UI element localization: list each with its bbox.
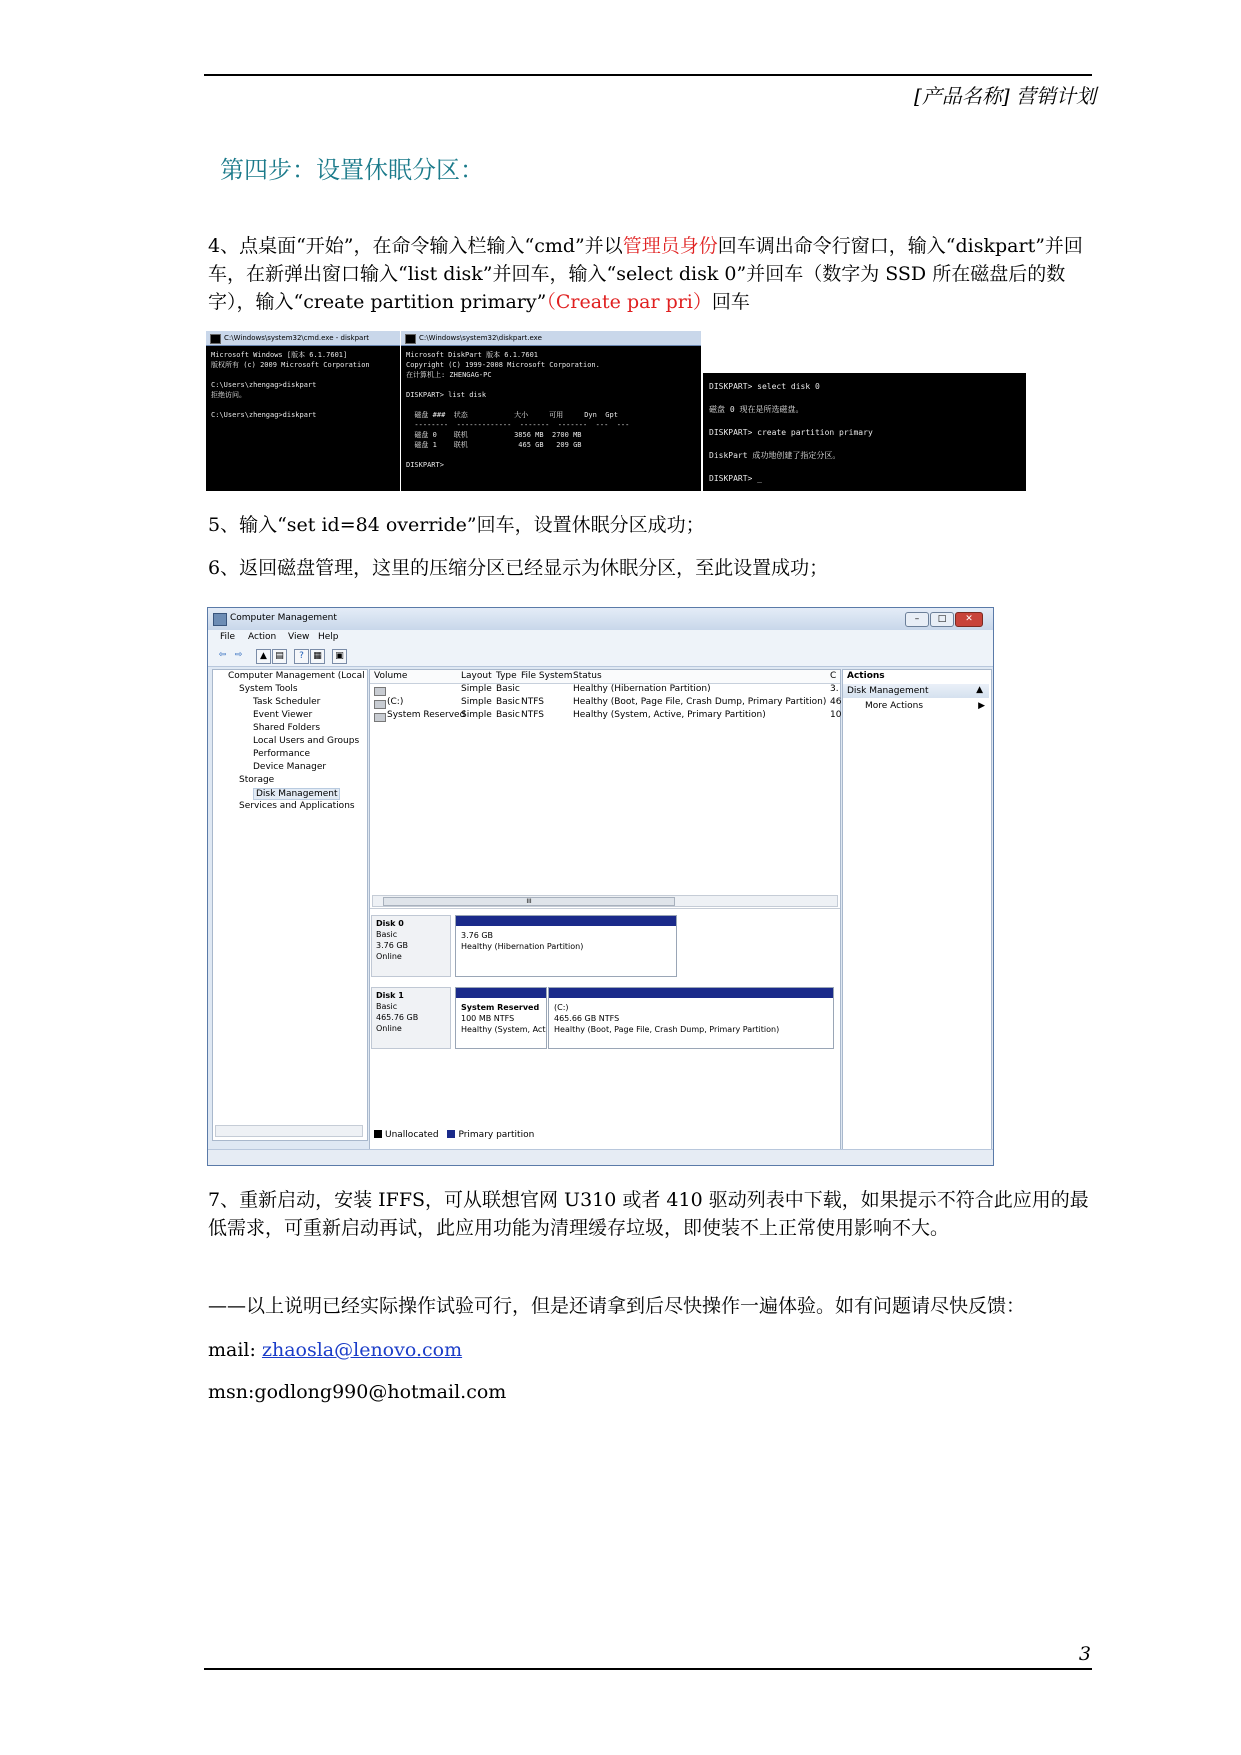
console-text: DISKPART> select disk 0 磁盘 0 现在是所选磁盘。 DISKPART> create partition primary DiskPart 成功地创建了指定分区。 DISKPART> _: [709, 382, 873, 483]
para4-text-2: 回车调出命令行窗口，输入“diskpart”并回车，在新弹出窗口输入“list disk”并回车，输入“select disk 0”并回车（数字为 SSD 所在磁盘后的数字），输入“create partition primary”: [208, 235, 1083, 313]
disk-graphic-area: [370, 908, 840, 1109]
cell-status: Healthy (Boot, Page File, Crash Dump, Primary Partition): [573, 697, 827, 707]
col-type[interactable]: Type: [496, 671, 517, 681]
disk0-label[interactable]: [371, 915, 451, 977]
col-layout[interactable]: Layout: [461, 671, 492, 681]
col-volume[interactable]: Volume: [374, 671, 408, 681]
actions-section-disk-management[interactable]: [843, 684, 989, 698]
disk1-state: Online: [376, 1024, 402, 1033]
mail-label: mail:: [208, 1339, 262, 1361]
more-actions-item[interactable]: [865, 701, 985, 711]
tree-item-services[interactable]: Services and Applications: [239, 801, 355, 811]
cell-capacity: 3.: [830, 684, 839, 694]
maximize-button[interactable]: □: [930, 612, 954, 627]
cell-volume: (C:): [387, 697, 404, 707]
disk0-size: 3.76 GB: [376, 941, 409, 950]
minimize-button[interactable]: –: [905, 612, 929, 627]
tree-item-performance[interactable]: Performance: [253, 749, 311, 759]
para4-text-3: 回车: [711, 291, 750, 313]
close-button[interactable]: ✕: [955, 612, 983, 627]
menu-help[interactable]: Help: [318, 632, 339, 642]
msn-line: msn:godlong990@hotmail.com: [208, 1381, 507, 1403]
more-actions-label: More Actions: [865, 701, 924, 711]
step-title: 第四步：设置休眠分区：: [220, 156, 484, 184]
up-folder-icon[interactable]: ▲: [256, 649, 271, 664]
disk0-type: Basic: [376, 930, 398, 939]
cell-capacity: 46: [830, 697, 842, 707]
console-title-bar: [206, 331, 400, 346]
page-number: 3: [1078, 1643, 1091, 1665]
tree-item-root[interactable]: Computer Management (Local: [228, 671, 365, 681]
menu-action[interactable]: Action: [248, 632, 277, 642]
tree-item-device-manager[interactable]: Device Manager: [253, 762, 327, 772]
scroll-thumb-grip: III: [526, 898, 532, 905]
mail-link[interactable]: zhaosla@lenovo.com: [261, 1339, 463, 1361]
volume-drive-icon: [374, 700, 386, 709]
cell-status: Healthy (System, Active, Primary Partition): [573, 710, 766, 720]
disk1-label[interactable]: [371, 987, 451, 1049]
actions-section-label: Disk Management: [847, 686, 929, 696]
header-doc-title: [产品名称] 营销计划: [914, 84, 1096, 108]
console-title-bar: [401, 331, 701, 346]
para4-highlight-2: （Create par pri）: [546, 291, 712, 313]
footer-rule: [204, 1668, 1092, 1670]
disk1-size: 465.76 GB: [376, 1013, 419, 1022]
window-title: Computer Management: [230, 613, 337, 623]
disk1-name: Disk 1: [376, 991, 404, 1000]
partition-bar: [456, 916, 676, 926]
console-tree: [212, 669, 368, 1141]
table-row[interactable]: [370, 684, 840, 697]
legend: [374, 1130, 534, 1140]
cell-fs: NTFS: [521, 697, 544, 707]
paragraph-5: 5、输入“set id=84 override”回车，设置休眠分区成功；: [208, 514, 705, 536]
cell-layout: Simple: [461, 710, 492, 720]
diskpart-console-screenshot: [401, 331, 701, 491]
col-capacity[interactable]: C: [830, 671, 837, 681]
cmd-console-screenshot: [206, 331, 400, 491]
partition-size: 465.66 GB NTFS: [554, 1014, 620, 1023]
paragraph-7: 7、重新启动，安装 IFFS，可从联想官网 U310 或者 410 驱动列表中下载，如果提示不符合此应用的最低需求，可重新启动再试，此应用功能为清理缓存垃圾，即使装不上正常使用影响不大。: [208, 1189, 1089, 1239]
partition-bar: [456, 988, 546, 998]
console-text: Microsoft DiskPart 版本 6.1.7601 Copyright (C) 1999-2008 Microsoft Corporation. 在计算机上: ZHENGAG-PC DISKPART> list disk 磁盘 ### 状态 大小 可用 Dyn Gpt -------- ------------- ------- ------- --- --- 磁盘 0 联机 3856 MB 2700 MB 磁盘 1 联机 465 GB 209 GB DISKPART>: [406, 351, 630, 469]
para4-text-1: 4、点桌面“开始”，在命令输入栏输入“cmd”并以: [208, 235, 623, 257]
tree-item-disk-management[interactable]: Disk Management: [253, 788, 340, 800]
partition-name: System Reserved: [461, 1003, 540, 1012]
app-icon: [213, 613, 227, 626]
menu-bar: [208, 630, 993, 646]
select-disk-console-screenshot: [703, 373, 1026, 491]
show-hide-tree-icon[interactable]: ▤: [272, 649, 287, 664]
cell-volume: System Reserved: [387, 710, 466, 720]
volume-list-hscrollbar[interactable]: [372, 895, 838, 907]
table-row[interactable]: [370, 710, 840, 723]
cell-layout: Simple: [461, 697, 492, 707]
paragraph-6: 6、返回磁盘管理，这里的压缩分区已经显示为休眠分区，至此设置成功；: [208, 557, 829, 579]
menu-file[interactable]: File: [220, 632, 236, 642]
disk1-c-partition[interactable]: [548, 987, 834, 1049]
action-icon[interactable]: ▣: [332, 649, 347, 664]
para4-highlight: 管理员身份: [622, 235, 718, 257]
cell-capacity: 10: [830, 710, 842, 720]
window-title-bar: [208, 608, 993, 630]
status-bar: [208, 1149, 993, 1165]
unallocated-swatch: [374, 1130, 382, 1138]
legend-primary: Primary partition: [458, 1130, 535, 1140]
tree-horizontal-scrollbar[interactable]: [215, 1125, 363, 1137]
cell-type: Basic: [496, 697, 520, 707]
legend-unallocated: Unallocated: [385, 1130, 439, 1140]
console-icon: [405, 334, 416, 344]
volume-list: [369, 669, 841, 1151]
collapse-arrow-icon[interactable]: ▲: [976, 685, 983, 695]
partition-bar: [549, 988, 833, 998]
tree-item-system-tools[interactable]: System Tools: [239, 684, 298, 694]
disk1-system-reserved-partition[interactable]: [455, 987, 547, 1049]
cell-status: Healthy (Hibernation Partition): [573, 684, 711, 694]
partition-status: Healthy (Hibernation Partition): [461, 942, 584, 951]
toolbar: [208, 646, 993, 667]
volume-list-header: [370, 670, 840, 684]
header-rule: [204, 74, 1092, 76]
tree-item-event-viewer[interactable]: Event Viewer: [253, 710, 313, 720]
cell-type: Basic: [496, 684, 520, 694]
partition-status: Healthy (Boot, Page File, Crash Dump, Primary Partition): [554, 1025, 780, 1034]
col-status[interactable]: Status: [573, 671, 602, 681]
disk0-state: Online: [376, 952, 402, 961]
tree-item-task-scheduler[interactable]: Task Scheduler: [253, 697, 321, 707]
table-row[interactable]: [370, 697, 840, 710]
actions-header: Actions: [847, 671, 885, 681]
console-title: C:\Windows\system32\cmd.exe - diskpart: [224, 334, 369, 342]
mail-line: [208, 1336, 1098, 1364]
volume-drive-icon: [374, 713, 386, 722]
scroll-thumb[interactable]: [383, 897, 675, 906]
console-text: Microsoft Windows [版本 6.1.7601] 版权所有 (c) 2009 Microsoft Corporation C:\Users\zhengag>diskpart 拒绝访问。 C:\Users\zhengag>diskpart: [211, 351, 370, 419]
partition-size: 3.76 GB: [461, 931, 494, 940]
back-icon[interactable]: ⇦: [218, 650, 227, 660]
submenu-arrow-icon: ▶: [978, 701, 985, 711]
paragraph-4: [208, 232, 1098, 316]
partition-size: 100 MB NTFS: [461, 1014, 515, 1023]
cell-layout: Simple: [461, 684, 492, 694]
col-filesystem[interactable]: File System: [521, 671, 573, 681]
tree-item-storage[interactable]: Storage: [239, 775, 275, 785]
volume-drive-icon: [374, 687, 386, 696]
computer-management-window: [207, 607, 994, 1166]
help-icon[interactable]: ?: [294, 649, 309, 664]
cell-fs: NTFS: [521, 710, 544, 720]
tree-item-local-users[interactable]: Local Users and Groups: [253, 736, 360, 746]
forward-icon[interactable]: ⇨: [234, 650, 243, 660]
partition-name: (C:): [554, 1003, 569, 1012]
actions-pane: [842, 669, 992, 1151]
console-title: C:\Windows\system32\diskpart.exe: [419, 334, 542, 342]
tree-item-shared-folders[interactable]: Shared Folders: [253, 723, 321, 733]
menu-view[interactable]: View: [288, 632, 310, 642]
partition-status: Healthy (System, Act: [461, 1025, 546, 1034]
primary-swatch: [447, 1130, 455, 1138]
cell-type: Basic: [496, 710, 520, 720]
console-icon: [210, 334, 221, 344]
disk0-name: Disk 0: [376, 919, 404, 928]
disk1-type: Basic: [376, 1002, 398, 1011]
closing-note: ——以上说明已经实际操作试验可行，但是还请拿到后尽快操作一遍体验。如有问题请尽快反馈：: [208, 1295, 1026, 1317]
properties-icon[interactable]: ▦: [310, 649, 325, 664]
disk0-hibernation-partition[interactable]: [455, 915, 677, 977]
